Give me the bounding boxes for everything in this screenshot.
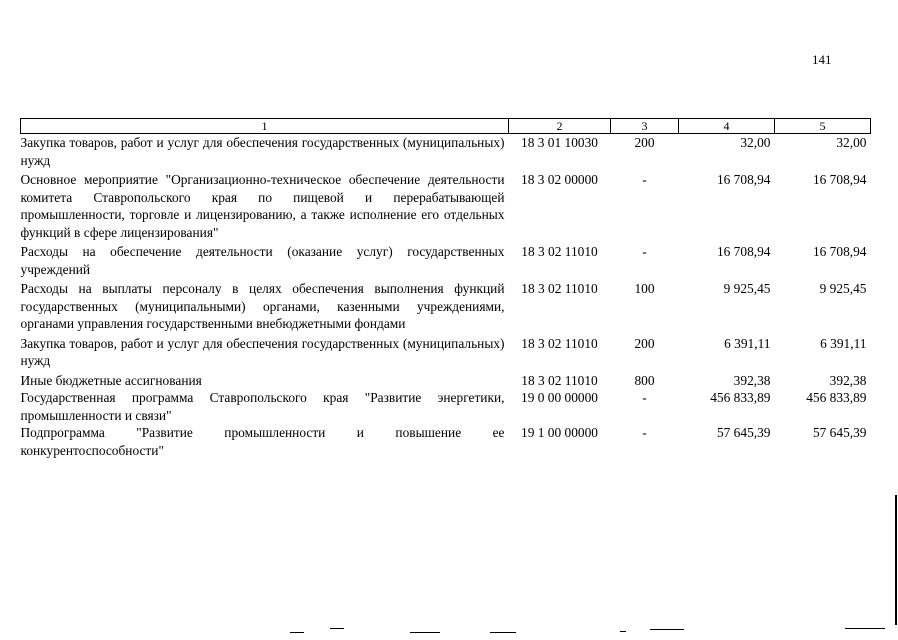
table-row xyxy=(21,424,871,459)
row-expense-type: 800 xyxy=(634,372,655,388)
row-value-4: 9 925,45 xyxy=(723,281,771,296)
table-row xyxy=(21,171,871,243)
row-expense-type: 100 xyxy=(634,281,655,296)
row-code: 18 3 02 11010 xyxy=(521,335,598,351)
row-value-5: 57 645,39 xyxy=(812,425,867,440)
row-value-4: 392,38 xyxy=(733,372,771,388)
row-expense-type: - xyxy=(642,390,647,405)
scan-mark xyxy=(845,628,885,629)
row-value-5: 16 708,94 xyxy=(812,244,867,259)
scan-mark xyxy=(490,632,516,633)
table-row xyxy=(21,335,871,372)
row-value-5: 456 833,89 xyxy=(806,390,867,405)
row-value-5: 9 925,45 xyxy=(819,281,867,296)
row-expense-type: - xyxy=(642,425,647,440)
row-name: Расходы на выплаты персоналу в целях обеспечения выполнения функций государственных (муниципальными) органами, казенными учреждениями, органами управления государственными внебюджетными фондами xyxy=(20,281,505,331)
row-name: Иные бюджетные ассигнования xyxy=(20,372,202,388)
row-expense-type: - xyxy=(642,172,647,187)
row-name: Подпрограмма "Развитие промышленности и повышение ее конкурентоспособности" xyxy=(20,425,505,458)
table-row xyxy=(21,243,871,280)
row-value-4: 456 833,89 xyxy=(710,390,771,405)
row-name: Закупка товаров, работ и услуг для обеспечения государственных (муниципальных) нужд xyxy=(20,335,505,368)
row-name: Закупка товаров, работ и услуг для обеспечения государственных (муниципальных) нужд xyxy=(20,135,505,168)
scan-mark xyxy=(620,631,626,632)
scan-mark xyxy=(410,632,440,633)
row-value-4: 32,00 xyxy=(740,135,771,150)
row-value-5: 32,00 xyxy=(836,135,867,150)
row-code: 19 1 00 00000 xyxy=(521,425,598,440)
column-header-2: 2 xyxy=(509,119,611,134)
budget-table xyxy=(20,118,871,459)
row-value-4: 16 708,94 xyxy=(716,172,771,187)
row-value-4: 16 708,94 xyxy=(716,244,771,259)
row-code: 18 3 02 11010 xyxy=(521,372,598,388)
scan-mark xyxy=(330,628,344,629)
row-code: 18 3 02 11010 xyxy=(521,281,598,296)
table-row xyxy=(21,280,871,335)
page-number: 141 xyxy=(812,52,832,67)
row-name: Государственная программа Ставропольского края "Развитие энергетики, промышленности и связи" xyxy=(20,390,505,423)
row-value-4: 57 645,39 xyxy=(716,425,771,440)
row-code: 18 3 02 11010 xyxy=(521,244,598,259)
row-expense-type: 200 xyxy=(634,335,655,351)
row-value-5: 6 391,11 xyxy=(820,335,867,351)
row-code: 18 3 01 10030 xyxy=(521,135,598,150)
row-code: 19 0 00 00000 xyxy=(521,390,598,405)
row-value-5: 16 708,94 xyxy=(812,172,867,187)
scan-mark xyxy=(290,632,304,633)
table-row xyxy=(21,134,871,172)
row-code: 18 3 02 00000 xyxy=(521,172,598,187)
column-header-4: 4 xyxy=(679,119,775,134)
row-name: Расходы на обеспечение деятельности (оказание услуг) государственных учреждений xyxy=(20,244,505,277)
table-row xyxy=(21,372,871,390)
column-header-3: 3 xyxy=(611,119,679,134)
column-header-5: 5 xyxy=(775,119,871,134)
row-name: Основное мероприятие "Организационно-техническое обеспечение деятельности комитета Ставропольского края по пищевой и перерабатывающей промышленности, торговле и лицензированию, а также исполнение его отдельных функций в сфере лицензирования" xyxy=(20,172,505,240)
table-header-row xyxy=(21,119,871,134)
scan-edge-line xyxy=(895,495,897,625)
row-value-4: 6 391,11 xyxy=(724,335,771,351)
row-expense-type: - xyxy=(642,244,647,259)
table-row xyxy=(21,389,871,424)
scan-mark xyxy=(650,629,684,630)
column-header-1: 1 xyxy=(21,119,509,134)
row-value-5: 392,38 xyxy=(829,372,867,388)
row-expense-type: 200 xyxy=(634,135,655,150)
